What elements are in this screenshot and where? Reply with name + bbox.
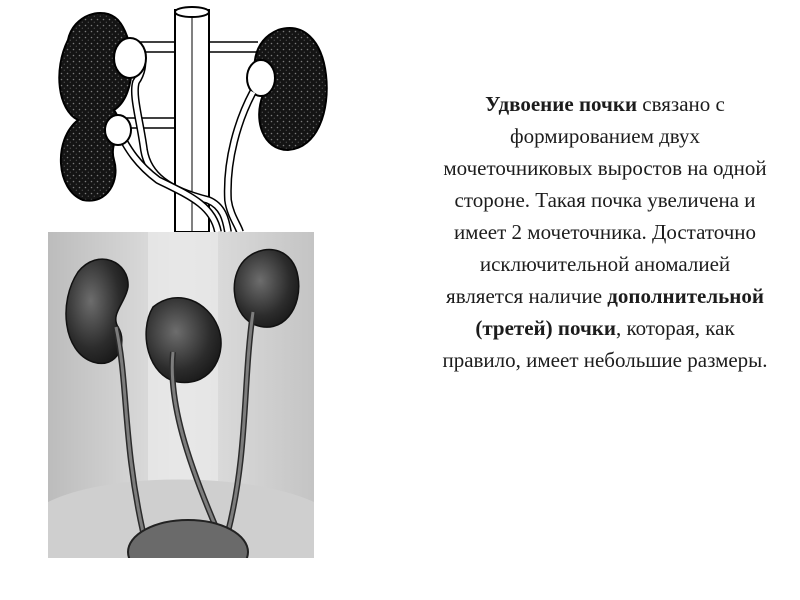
term-third-kidney: дополнительной (третей) почки xyxy=(475,284,764,340)
term-kidney-duplication: Удвоение почки xyxy=(485,92,638,116)
third-kidney-photo xyxy=(48,232,314,558)
text-duplication-description: связано с формированием двух мочеточниковых выростов на одной стороне. Такая почка увеличена и имеет 2 мочеточника. Достаточно исключительной аномалией является наличие xyxy=(443,92,767,308)
slide-text xyxy=(440,88,770,376)
text-third-kidney-description: , которая, как правило, имеет небольшие размеры. xyxy=(442,316,768,372)
kidney-duplication-diagram xyxy=(48,0,338,232)
